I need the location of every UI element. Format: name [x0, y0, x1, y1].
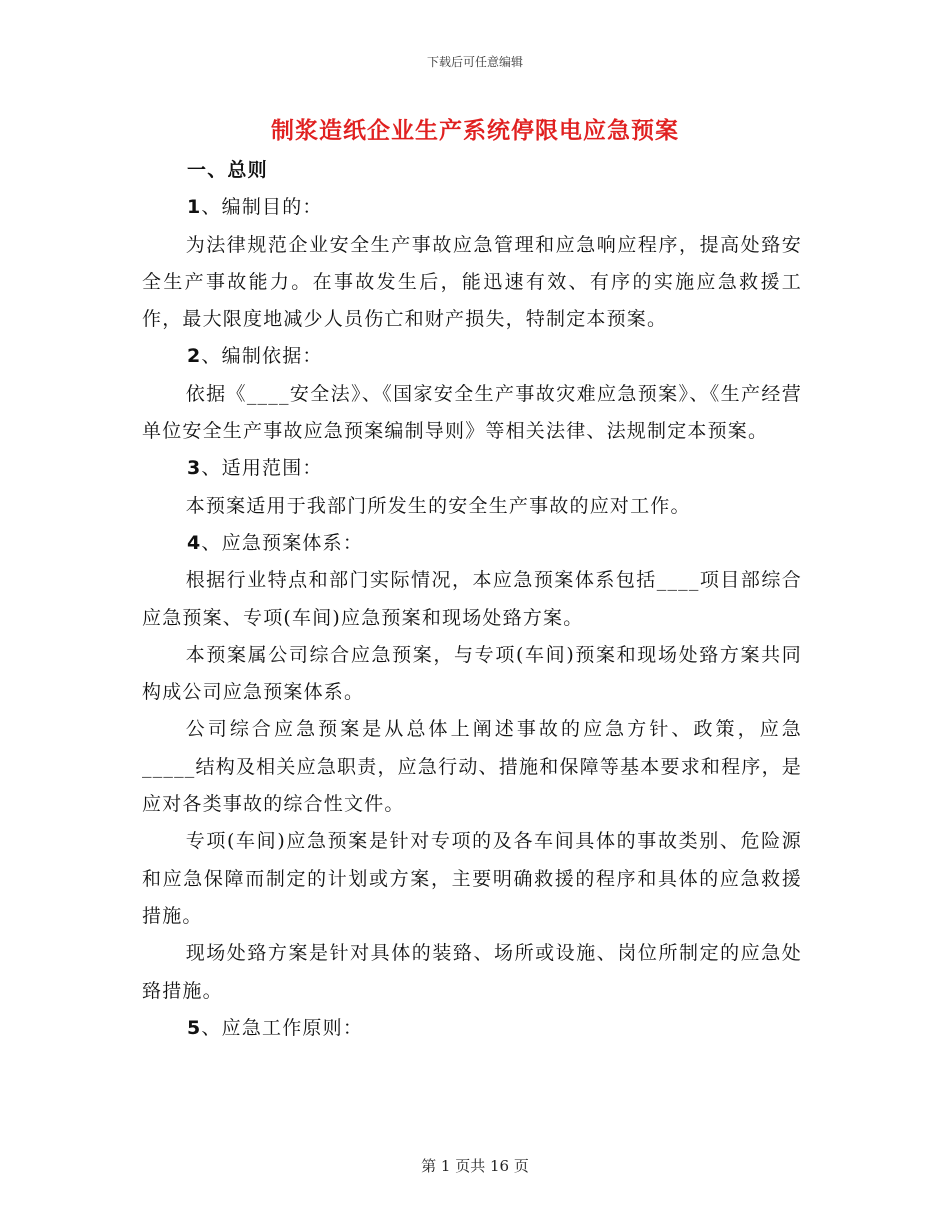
paragraph-system-2: 本预案属公司综合应急预案，与专项(车间)预案和现场处臵方案共同构成公司应急预案体系。	[142, 643, 802, 704]
paragraph-basis: 依据《____安全法》、《国家安全生产事故灾难应急预案》、《生产经营单位安全生产事故应急预案编制导则》等相关法律、法规制定本预案。	[142, 382, 802, 443]
subheading-system	[142, 525, 802, 562]
paragraph-purpose: 为法律规范企业安全生产事故应急管理和应急响应程序，提高处臵安全生产事故能力。在事故发生后，能迅速有效、有序的实施应急救援工作，最大限度地减少人员伤亡和财产损失，特制定本预案。	[142, 233, 802, 331]
subheading-purpose	[142, 189, 802, 226]
subheading-text: 、应急工作原则：	[201, 1016, 364, 1039]
page-footer: 第 1 页共 16 页	[421, 1157, 529, 1175]
header-note: 下载后可任意编辑	[426, 55, 523, 69]
subheading-basis	[142, 338, 802, 375]
subheading-scope	[142, 450, 802, 487]
paragraph-system-3: 公司综合应急预案是从总体上阐述事故的应急方针、政策，应急_____结构及相关应急职责，应急行动、措施和保障等基本要求和程序，是应对各类事故的综合性文件。	[142, 718, 802, 816]
subheading-number: 1	[187, 196, 202, 219]
document-title: 制浆造纸企业生产系统停限电应急预案	[271, 118, 679, 144]
section-heading-general: 一、总则	[187, 159, 268, 181]
paragraph-scope: 本预案适用于我部门所发生的安全生产事故的应对工作。	[185, 494, 691, 517]
subheading-number: 3	[187, 457, 202, 480]
subheading-text: 、适用范围：	[201, 457, 323, 480]
subheading-principles	[142, 1010, 802, 1047]
subheading-number: 5	[187, 1016, 202, 1039]
subheading-number: 2	[187, 345, 202, 368]
subheading-text: 、编制依据：	[201, 345, 323, 368]
subheading-number: 4	[187, 531, 202, 554]
subheading-text: 、编制目的：	[201, 196, 323, 219]
paragraph-system-1: 根据行业特点和部门实际情况，本应急预案体系包括____项目部综合应急预案、专项(车间)应急预案和现场处臵方案。	[142, 569, 802, 629]
paragraph-system-5: 现场处臵方案是针对具体的装臵、场所或设施、岗位所制定的应急处臵措施。	[142, 942, 802, 1002]
paragraph-system-4: 专项(车间)应急预案是针对专项的及各车间具体的事故类别、危险源和应急保障而制定的计划或方案，主要明确救援的程序和具体的应急救援措施。	[142, 830, 802, 927]
subheading-text: 、应急预案体系：	[201, 531, 364, 554]
document-body	[142, 152, 802, 1047]
